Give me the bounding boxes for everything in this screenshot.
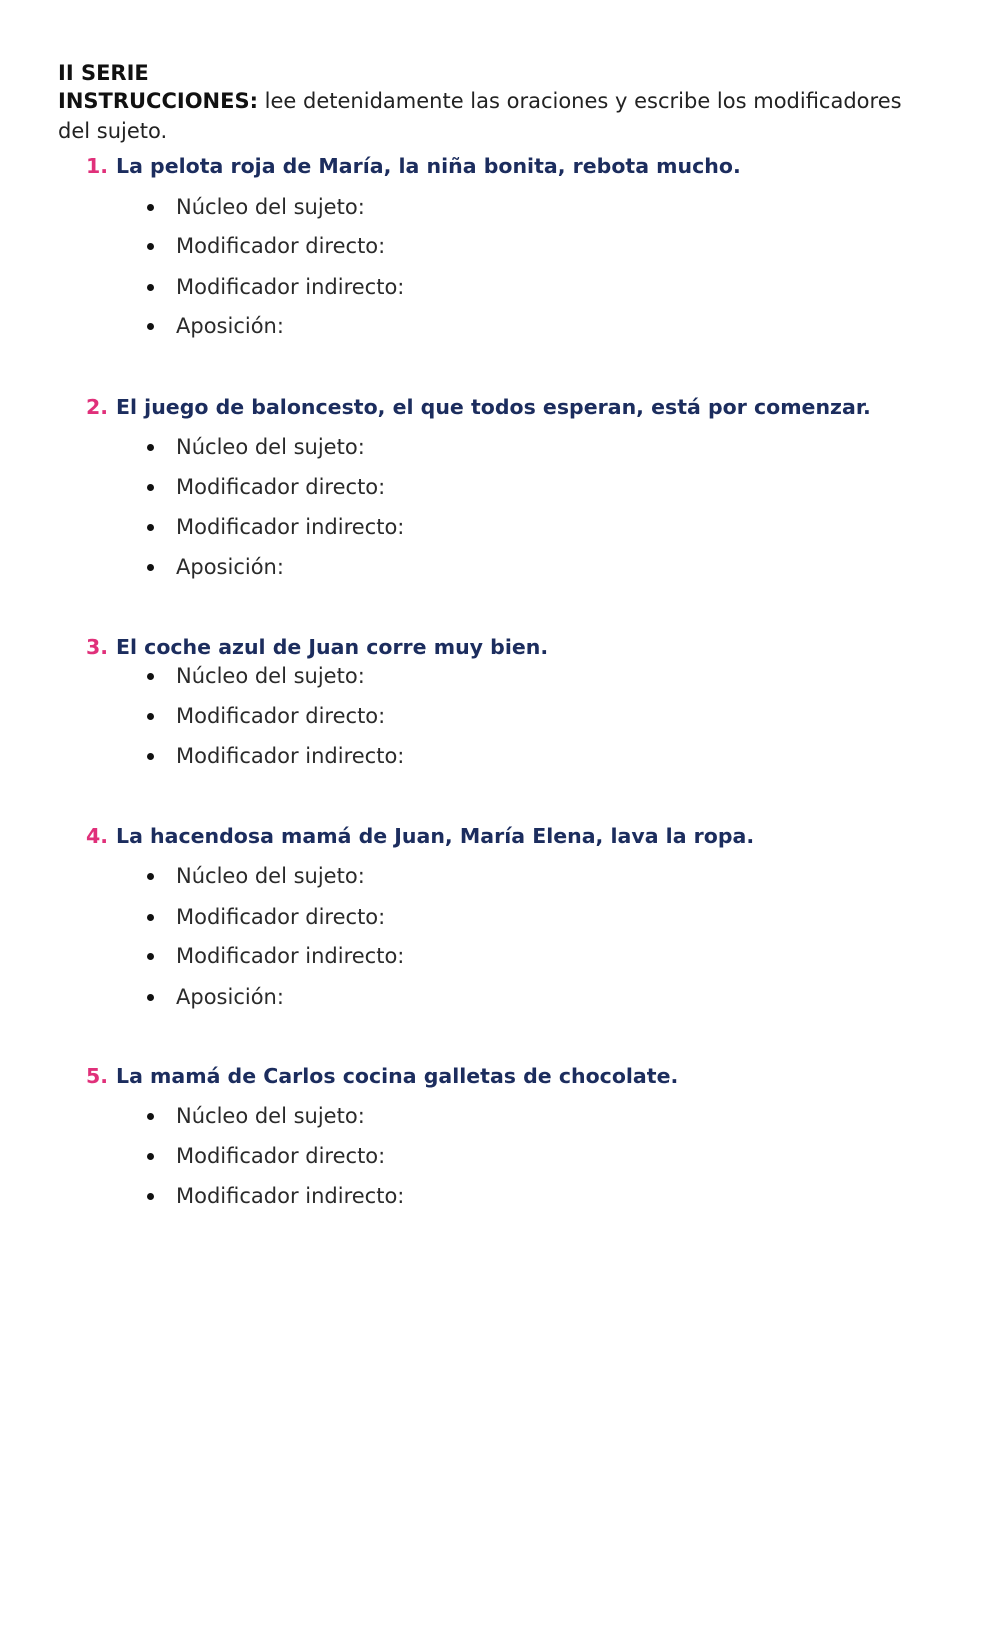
- bullet-icon: [147, 914, 154, 921]
- item-label: Núcleo del sujeto:: [176, 435, 365, 459]
- item-label: Aposición:: [176, 985, 284, 1009]
- bullet-icon: [147, 243, 154, 250]
- sentence-text: El coche azul de Juan corre muy bien.: [116, 635, 549, 659]
- item-label: Modificador directo:: [176, 475, 386, 499]
- exercise-1-sentence: [86, 152, 741, 180]
- bullet-icon: [147, 753, 154, 760]
- bullet-icon: [147, 673, 154, 680]
- bullet-icon: [147, 444, 154, 451]
- exercise-3-sentence: [86, 633, 548, 661]
- instructions-text: lee detenidamente las oraciones y escribe los modificadores del sujeto.: [58, 89, 902, 143]
- exercise-number: 3.: [86, 635, 109, 659]
- item-label: Modificador directo:: [176, 234, 386, 258]
- bullet-icon: [147, 1113, 154, 1120]
- bullet-icon: [147, 1153, 154, 1160]
- item-label: Modificador indirecto:: [176, 275, 405, 299]
- bullet-icon: [147, 524, 154, 531]
- instructions-lead: INSTRUCCIONES:: [58, 89, 258, 113]
- item-label: Modificador indirecto:: [176, 744, 405, 768]
- item-label: Aposición:: [176, 314, 284, 338]
- bullet-icon: [147, 284, 154, 291]
- item-label: Modificador indirecto:: [176, 1184, 405, 1208]
- bullet-icon: [147, 323, 154, 330]
- exercise-number: 1.: [86, 154, 109, 178]
- item-label: Modificador indirecto:: [176, 515, 405, 539]
- exercise-4-sentence: [86, 822, 754, 850]
- item-label: Núcleo del sujeto:: [176, 864, 365, 888]
- item-label: Núcleo del sujeto:: [176, 664, 365, 688]
- item-label: Modificador indirecto:: [176, 944, 405, 968]
- exercise-5-sentence: [86, 1062, 678, 1090]
- item-label: Aposición:: [176, 555, 284, 579]
- bullet-icon: [147, 484, 154, 491]
- sentence-text: La hacendosa mamá de Juan, María Elena, lava la ropa.: [116, 824, 755, 848]
- item-label: Núcleo del sujeto:: [176, 195, 365, 219]
- exercise-2-sentence: [86, 393, 871, 421]
- bullet-icon: [147, 204, 154, 211]
- exercise-number: 4.: [86, 824, 109, 848]
- bullet-icon: [147, 564, 154, 571]
- section-title: II SERIE: [58, 61, 149, 85]
- item-label: Modificador directo:: [176, 704, 386, 728]
- bullet-icon: [147, 1193, 154, 1200]
- item-label: Modificador directo:: [176, 905, 386, 929]
- exercise-number: 2.: [86, 395, 109, 419]
- bullet-icon: [147, 994, 154, 1001]
- sentence-text: La mamá de Carlos cocina galletas de chocolate.: [116, 1064, 679, 1088]
- bullet-icon: [147, 873, 154, 880]
- exercise-number: 5.: [86, 1064, 109, 1088]
- instructions: [58, 86, 938, 146]
- bullet-icon: [147, 953, 154, 960]
- sentence-text: La pelota roja de María, la niña bonita, rebota mucho.: [116, 154, 741, 178]
- item-label: Núcleo del sujeto:: [176, 1104, 365, 1128]
- bullet-icon: [147, 713, 154, 720]
- item-label: Modificador directo:: [176, 1144, 386, 1168]
- sentence-text: El juego de baloncesto, el que todos esperan, está por comenzar.: [116, 395, 871, 419]
